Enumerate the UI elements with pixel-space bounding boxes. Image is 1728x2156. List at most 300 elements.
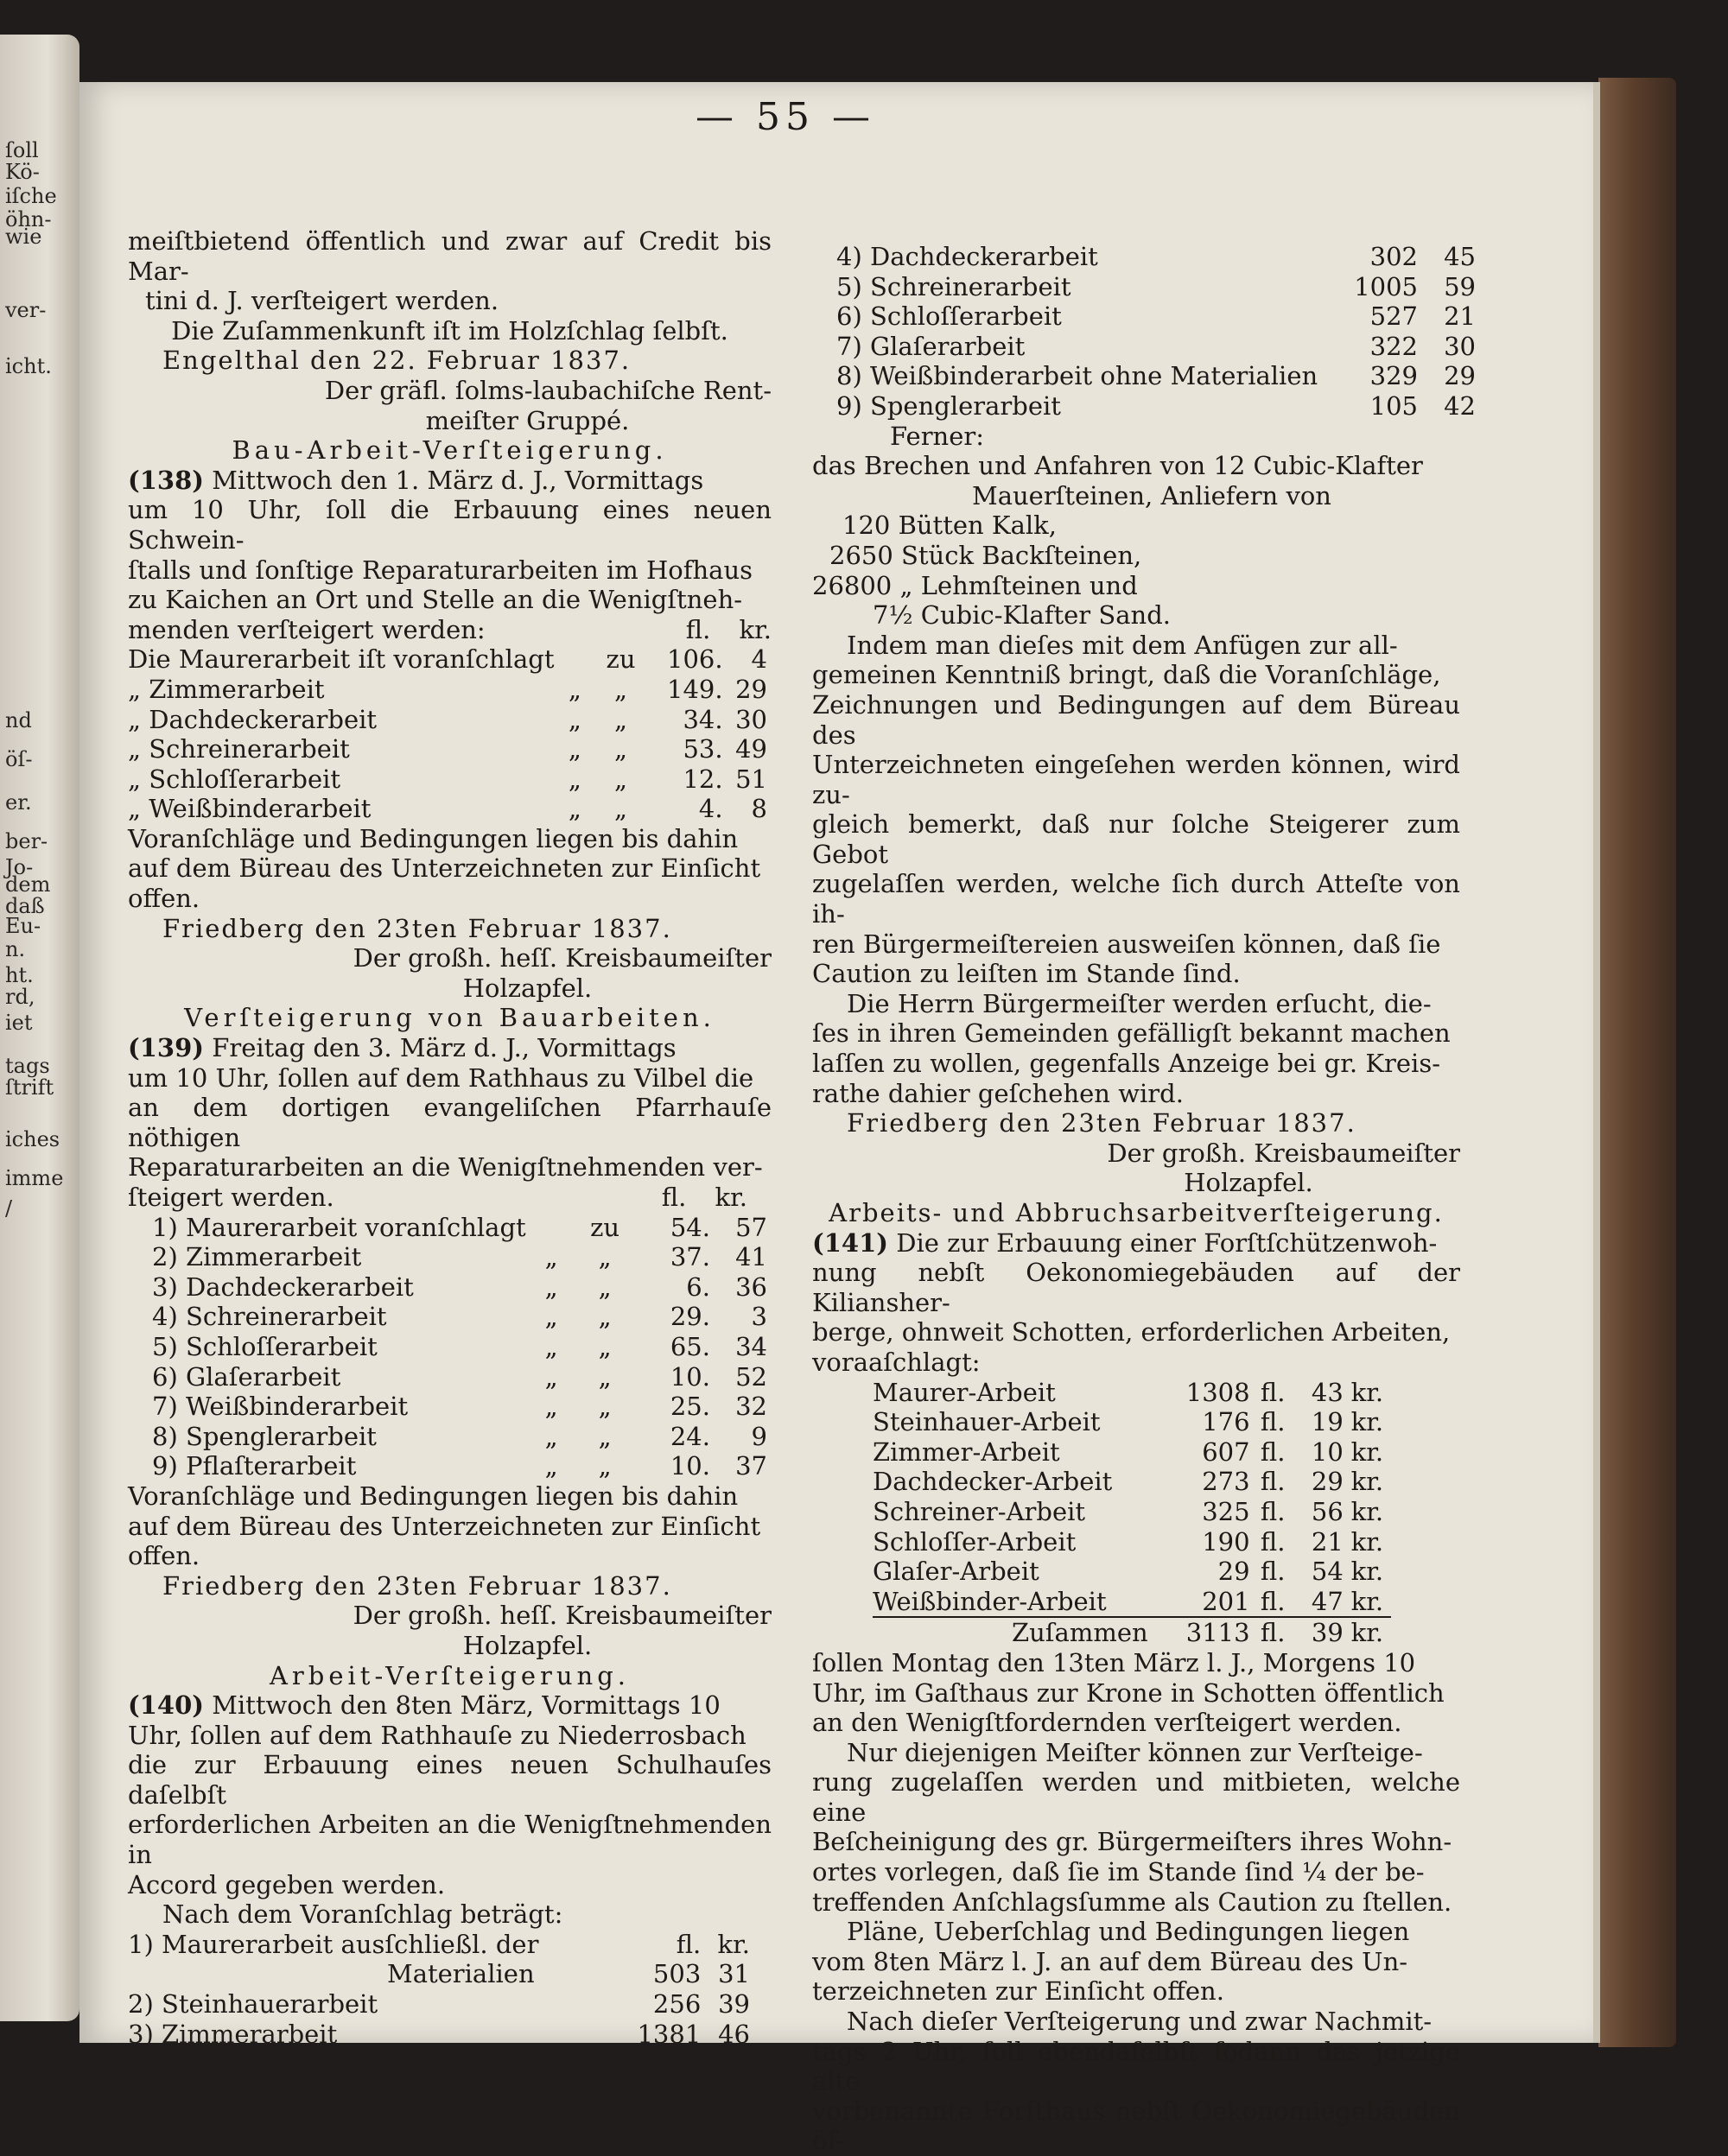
cost-table-141 — [873, 1378, 1391, 1648]
cost-row-cell: „ — [598, 1242, 612, 1272]
text-line: Mauerſteinen, Anliefern von — [972, 480, 1331, 510]
cost-row — [128, 1930, 750, 1960]
cost-row-cell: 53. — [683, 734, 723, 764]
previous-page-fragment: imme — [5, 1166, 64, 1190]
text-line: gleich bemerkt, daß nur ſolche Steigerer zum Gebot — [812, 809, 1460, 869]
cost-row-cell: fl. — [1260, 1436, 1286, 1467]
cost-row-cell: 9) Pflaſterarbeit — [152, 1451, 357, 1481]
cost-row-cell: 9) Spenglerarbeit — [836, 390, 1061, 421]
text-line: um 10 Uhr, ſollen auf dem Rathhaus zu Vilbel die — [128, 1062, 754, 1093]
cost-row-cell: 2) Zimmerarbeit — [152, 1242, 362, 1272]
cost-row-cell: 2) Steinhauerarbeit — [128, 1989, 378, 2020]
text-line: an den Wenigſtfordernden verſteigert werden. — [812, 1708, 1402, 1738]
cost-row-cell: Glaſer-Arbeit — [873, 1557, 1039, 1587]
currency-kr: kr. — [739, 614, 772, 644]
text-line: ſtalls und ſonſtige Reparaturarbeiten im Hofhaus — [128, 555, 753, 585]
cost-row-cell: 503 — [652, 1959, 702, 1989]
right-column — [812, 242, 1476, 2156]
previous-page-fragment: wie — [5, 225, 42, 249]
cost-row-cell: 59 — [1444, 271, 1476, 301]
cost-row-cell: 37 — [735, 1451, 767, 1481]
cost-row-cell: 57 — [735, 1212, 767, 1242]
currency-kr: kr. — [715, 1183, 747, 1212]
cost-row-cell: 527 — [1369, 301, 1418, 332]
cost-row-cell: 8) Weißbinderarbeit ohne Materialien — [836, 361, 1318, 391]
text-line: vorbenannte Forſthaus nebſt Oekonomiegebäuden öf- — [812, 2096, 1460, 2156]
cost-row-cell: kr. — [1350, 1377, 1384, 1407]
cost-row-cell: 9 — [751, 1421, 767, 1451]
cost-row-cell: „ Schloſſerarbeit — [128, 764, 341, 794]
sum-cell: Zuſammen — [873, 1617, 1148, 1648]
cost-row-cell: 5) Schreinerarbeit — [836, 271, 1071, 301]
previous-page-fragment: tags — [5, 1054, 50, 1078]
cost-row-cell: „ — [598, 1451, 612, 1481]
text-line: erforderlichen Arbeiten an die Wenigſtnehmenden in — [128, 1810, 772, 1870]
text-line: an dem dortigen evangeliſchen Pfarrhauſe nöthigen — [128, 1093, 772, 1152]
signature-name: meiſter Gruppé. — [425, 405, 630, 435]
cost-row-cell: 56 — [1311, 1496, 1344, 1526]
cost-row-cell: 329 — [1369, 361, 1418, 391]
cost-row — [128, 2020, 750, 2050]
previous-page-fragment: ht. — [5, 963, 34, 987]
signature-line: Der großh. heſſ. Kreisbaumeiſter — [353, 1601, 772, 1631]
dateline: Friedberg den 23ten Februar 1837. — [162, 913, 672, 943]
text-line: rathe dahier geſchehen wird. — [812, 1078, 1184, 1108]
cost-row — [128, 644, 767, 675]
cost-row-cell: fl. — [676, 1929, 702, 1959]
notice-number: (141) — [812, 1227, 888, 1258]
previous-page-fragment: Jo- — [5, 855, 34, 879]
cost-row-cell: zu — [606, 644, 636, 675]
previous-page-fragment: er. — [5, 790, 32, 815]
notice-text: Freitag den 3. März d. J., Vormittags — [212, 1033, 677, 1063]
cost-row-cell: 302 — [1369, 242, 1418, 271]
text-line: rung zugelaſſen werden und mitbieten, welche eine — [812, 1767, 1460, 1827]
text-line: menden verſteigert werden: fl. kr. — [128, 614, 772, 644]
previous-page-fragment: Eu- — [5, 914, 41, 938]
cost-row-cell: fl. — [1260, 1496, 1286, 1526]
cost-row-cell: „ — [544, 1451, 558, 1481]
cost-row-cell: „ Schreinerarbeit — [128, 734, 350, 764]
cost-row-cell: 6. — [686, 1271, 710, 1302]
cost-row-cell: „ — [568, 734, 581, 764]
cost-row-cell: „ — [568, 794, 581, 824]
text-line: laſſen zu wollen, gegenfalls Anzeige bei gr. Kreis- — [812, 1049, 1440, 1079]
text-line: treffenden Anſchlagsſumme als Caution zu ſtellen. — [812, 1886, 1452, 1917]
previous-page-fragment: n. — [5, 937, 26, 961]
cost-row-cell: Dachdecker-Arbeit — [873, 1467, 1113, 1497]
cost-row-cell: „ — [544, 1361, 558, 1392]
text-line: tini d. J. verſteigert werden. — [145, 286, 499, 316]
cost-row-cell: 24. — [670, 1421, 710, 1451]
text-line: ſes in ihren Gemeinden gefälligſt bekannt machen — [812, 1018, 1451, 1049]
cost-row-cell: „ — [614, 764, 628, 794]
dateline: Engelthal den 22. Februar 1837. — [162, 346, 632, 376]
text-line: Uhr, im Gaſthaus zur Krone in Schotten öffentlich — [812, 1677, 1445, 1708]
cost-row-cell: „ — [598, 1392, 612, 1422]
cost-row-cell: 201 — [1202, 1586, 1250, 1616]
previous-page-fragment: ver- — [5, 298, 47, 322]
text-line: ſteigert werden. fl. kr. — [128, 1183, 747, 1212]
cost-row-cell: „ — [598, 1421, 612, 1451]
cost-row-cell: „ — [614, 794, 628, 824]
cost-row-cell: kr. — [1350, 1557, 1384, 1587]
cost-row — [873, 1378, 1391, 1408]
previous-page-fragment: nd — [5, 708, 32, 732]
cost-row-cell: 10. — [670, 1361, 710, 1392]
cost-row-cell: 1381 — [637, 2019, 702, 2049]
text-line: Nur diejenigen Meiſter können zur Verſteige- — [847, 1737, 1423, 1767]
text-line: Indem man dieſes mit dem Anfügen zur all- — [847, 630, 1398, 660]
cost-row-cell: 34 — [735, 1331, 767, 1361]
text-line: tags 2 Uhr, ſoll ebendaſelbſt ſodann das jetzige alte — [812, 2036, 1460, 2096]
cost-row-cell: „ — [614, 704, 628, 734]
cost-row-cell: Materialien — [387, 1959, 535, 1989]
cost-row-cell: „ — [598, 1361, 612, 1392]
cost-row-cell: kr. — [1350, 1436, 1384, 1467]
notice-line — [128, 466, 772, 496]
cost-row-cell: „ — [544, 1242, 558, 1272]
cost-row-cell: „ — [598, 1302, 612, 1332]
signature-name: Holzapfel. — [1184, 1168, 1313, 1198]
cost-row-cell: 37. — [670, 1242, 710, 1272]
sum-cell: fl. — [1250, 1617, 1296, 1648]
text-line: offen. — [128, 884, 200, 914]
cost-row-cell: Weißbinder-Arbeit — [873, 1586, 1107, 1616]
book-spine — [1598, 78, 1676, 2047]
notice-line — [128, 1690, 772, 1721]
cost-row-cell: „ — [544, 1331, 558, 1361]
cost-row-cell: 322 — [1369, 331, 1418, 361]
cost-row-cell: fl. — [1260, 1377, 1286, 1407]
text-line: Uhr, ſollen auf dem Rathhauſe zu Niederrosbach — [128, 1720, 746, 1750]
notice-line — [128, 1033, 772, 1063]
text-line: voraaſchlagt: — [812, 1347, 981, 1377]
cost-row — [873, 1527, 1391, 1557]
text-line: Voranſchläge und Bedingungen liegen bis dahin — [128, 1481, 739, 1511]
cost-row-cell: kr. — [1350, 1407, 1384, 1437]
dateline: Friedberg den 23ten Februar 1837. — [847, 1108, 1356, 1138]
previous-page-fragment: öhn- — [5, 207, 52, 231]
text-line: Pläne, Ueberſchlag und Bedingungen liegen — [847, 1917, 1410, 1947]
cost-row-cell: 5) Schloſſerarbeit — [152, 1331, 378, 1361]
cost-row-cell: Steinhauer-Arbeit — [873, 1407, 1101, 1437]
cost-row — [152, 1302, 767, 1332]
previous-page-fragment: dem — [5, 872, 51, 897]
text-line: ortes vorlegen, daß ſie im Stande ſind ¼ der be- — [812, 1857, 1425, 1887]
text-line: um 10 Uhr, ſoll die Erbauung eines neuen Schwein- — [128, 495, 772, 555]
cost-row-cell: 31 — [718, 1959, 750, 1989]
sum-cell: kr. — [1344, 1617, 1391, 1648]
text-line: Die Herrn Bürgermeiſter werden erſucht, die- — [847, 988, 1432, 1018]
cost-row-cell: 45 — [1444, 242, 1476, 271]
cost-row-cell: fl. — [1260, 1526, 1286, 1557]
signature-name: Holzapfel. — [462, 973, 593, 1003]
cost-row-cell: zu — [590, 1212, 620, 1242]
cost-row-cell: 34. — [683, 704, 723, 734]
notice-number: (139) — [128, 1033, 204, 1063]
cost-row — [836, 361, 1476, 391]
section-heading: Arbeits- und Abbruchsarbeitverſteigerung. — [829, 1198, 1444, 1227]
cost-row — [836, 391, 1476, 422]
cost-row-cell: 49 — [735, 734, 767, 764]
cost-row-cell: 7) Weißbinderarbeit — [152, 1392, 409, 1422]
cost-row — [836, 301, 1476, 332]
text-line: terzeichneten zur Einſicht offen. — [812, 1976, 1224, 2007]
cost-row — [128, 764, 767, 795]
cost-row-cell: fl. — [1260, 1586, 1286, 1616]
currency-fl: fl. — [685, 614, 711, 644]
cost-table-139 — [152, 1213, 767, 1481]
notice-text: Die zur Erbauung einer Forſtſchützenwoh- — [896, 1227, 1438, 1258]
cost-row — [128, 794, 767, 824]
currency-fl: fl. — [661, 1183, 687, 1212]
notice-text: Mittwoch den 1. März d. J., Vormittags — [212, 465, 704, 495]
cost-row-cell: 29 — [1217, 1557, 1250, 1587]
cost-row-cell: 29. — [670, 1302, 710, 1332]
cost-row-cell: 46 — [718, 2019, 750, 2049]
sum-cell: 39 — [1296, 1617, 1344, 1648]
text-line: auf dem Büreau des Unterzeichneten zur Einſicht — [128, 853, 761, 884]
cost-row — [873, 1467, 1391, 1497]
cost-row — [836, 332, 1476, 362]
cost-row-cell: 3) Zimmerarbeit — [128, 2019, 338, 2049]
meeting-note: Die Zuſammenkunft iſt im Holzſchlag ſelbſt. — [171, 315, 728, 346]
text-line: vom 8ten März l. J. an auf dem Büreau des Un- — [812, 1946, 1408, 1976]
cost-row-cell: 21 — [1444, 301, 1476, 332]
cost-row-cell: „ Weißbinderarbeit — [128, 794, 372, 824]
text-line: Nach dem Voranſchlag beträgt: — [162, 1899, 563, 1930]
text-line: meiſtbietend öffentlich und zwar auf Credit bis Mar- — [128, 226, 772, 286]
cost-row-cell: fl. — [1260, 1557, 1286, 1587]
cost-row-cell: „ — [544, 1302, 558, 1332]
cost-row-cell: 149. — [667, 674, 723, 704]
cost-row-cell: 42 — [1444, 390, 1476, 421]
cost-row-cell: Zimmer-Arbeit — [873, 1436, 1060, 1467]
notice-text: Mittwoch den 8ten März, Vormittags 10 — [212, 1690, 721, 1721]
cost-row — [152, 1451, 767, 1481]
cost-row-cell: 607 — [1202, 1436, 1250, 1467]
cost-row-cell: 7) Glaſerarbeit — [836, 331, 1026, 361]
cost-row-cell: „ — [568, 674, 581, 704]
cost-row-cell: 19 — [1311, 1407, 1344, 1437]
text-line: das Brechen und Anfahren von 12 Cubic-Klafter — [812, 451, 1423, 481]
cost-row-cell: 54. — [670, 1212, 710, 1242]
signature-line: Der großh. heſſ. Kreisbaumeiſter — [353, 943, 772, 973]
previous-page-fragment: Kö- — [5, 160, 40, 184]
previous-page-fragment: icht. — [5, 354, 52, 378]
cost-table-140-cont — [836, 242, 1476, 422]
cost-row — [873, 1557, 1391, 1587]
previous-page-fragment: ſoll — [5, 138, 39, 162]
notice-line — [812, 1228, 1460, 1259]
text-line: Nach dieſer Verſteigerung und zwar Nachmit- — [847, 2007, 1433, 2037]
cost-row-cell: 190 — [1202, 1526, 1250, 1557]
previous-page-fragment: iches — [5, 1127, 60, 1151]
cost-row-cell: 25. — [670, 1392, 710, 1422]
text-line: zugelaſſen werden, welche ſich durch Atteſte von ih- — [812, 869, 1460, 929]
cost-row-cell: 3) Dachdeckerarbeit — [152, 1271, 414, 1302]
cost-row-cell: 6) Glaſerarbeit — [152, 1361, 341, 1392]
cost-row-cell: kr. — [1350, 1467, 1384, 1497]
cost-row — [128, 675, 767, 705]
cost-row-cell: 176 — [1202, 1407, 1250, 1437]
cost-row-cell: 4) Schreinerarbeit — [152, 1302, 387, 1332]
cost-row-cell: 4) Dachdeckerarbeit — [836, 242, 1098, 271]
text-line: Unterzeichneten eingeſehen werden können, wird zu- — [812, 750, 1460, 809]
cost-row — [152, 1422, 767, 1452]
cost-row-cell: „ Dachdeckerarbeit — [128, 704, 378, 734]
page-number: — 55 — — [696, 95, 875, 139]
cost-row-cell: 29 — [735, 674, 767, 704]
cost-row — [152, 1242, 767, 1272]
cost-row-cell: 29 — [1444, 361, 1476, 391]
previous-page-fragment: ſtrift — [5, 1075, 54, 1100]
previous-page-edge — [0, 35, 79, 2021]
cost-row-cell: kr. — [1350, 1526, 1384, 1557]
cost-row — [836, 242, 1476, 272]
cost-row-cell: 8) Spenglerarbeit — [152, 1421, 377, 1451]
material-line: 7½ Cubic-Klafter Sand. — [873, 600, 1171, 631]
previous-page-fragment: daß — [5, 894, 45, 918]
cost-row-cell: Maurer-Arbeit — [873, 1377, 1056, 1407]
cost-row-cell: 256 — [652, 1989, 702, 2020]
cost-row-cell: „ — [544, 1421, 558, 1451]
text-line: berge, ohnweit Schotten, erforderlichen Arbeiten, — [812, 1317, 1451, 1348]
cost-row — [152, 1392, 767, 1422]
section-heading: Bau-Arbeit-Verſteigerung. — [232, 435, 668, 466]
cost-row-cell: 273 — [1202, 1467, 1250, 1497]
cost-row-cell: 21 — [1311, 1526, 1344, 1557]
text-line: ren Bürgermeiſtereien ausweiſen können, daß ſie — [812, 929, 1441, 959]
cost-row-cell: kr. — [1350, 1586, 1384, 1616]
cost-row-cell: 1) Maurerarbeit voranſchlagt — [152, 1212, 526, 1242]
cost-row-cell: kr. — [717, 1929, 750, 1959]
cost-row-cell: 39 — [718, 1989, 750, 2020]
text-line: nung nebſt Oekonomiegebäuden auf der Kiliansher- — [812, 1258, 1460, 1317]
previous-page-fragment: / — [5, 1196, 13, 1221]
signature-line: Der großh. Kreisbaumeiſter — [1107, 1138, 1460, 1168]
text-line: Voranſchläge und Bedingungen liegen bis dahin — [128, 823, 739, 853]
cost-row-cell: „ — [544, 1392, 558, 1422]
cost-row-cell: 6) Schloſſerarbeit — [836, 301, 1062, 332]
sum-cell: 3113 — [1148, 1617, 1250, 1648]
text-line: die zur Erbauung eines neuen Schulhauſes daſelbſt — [128, 1750, 772, 1810]
previous-page-fragment: iſche — [5, 184, 57, 208]
cost-row-cell: 1) Maurerarbeit ausſchließl. der — [128, 1929, 539, 1959]
cost-row-cell: 4 — [751, 644, 767, 675]
cost-row — [128, 1989, 750, 2020]
cost-row — [873, 1497, 1391, 1527]
previous-page-fragment: rd, — [5, 985, 35, 1009]
cost-row — [152, 1332, 767, 1362]
cost-row-cell: 8 — [751, 794, 767, 824]
text-line: offen. — [128, 1541, 200, 1571]
cost-row-cell: kr. — [1350, 1496, 1384, 1526]
cost-row-cell: 106. — [667, 644, 723, 675]
cost-row-cell: „ — [614, 674, 628, 704]
cost-row-cell: 10 — [1311, 1436, 1344, 1467]
previous-page-fragment: ber- — [5, 829, 48, 853]
cost-row-cell: „ — [598, 1331, 612, 1361]
cost-row-cell: 30 — [1444, 331, 1476, 361]
text-line: Reparaturarbeiten an die Wenigſtnehmenden ver- — [128, 1152, 763, 1183]
previous-page-fragment: öſ- — [5, 747, 33, 771]
cost-row-cell: 3 — [751, 1302, 767, 1332]
cost-row — [128, 705, 767, 735]
cost-row-cell: 43 — [1311, 1377, 1344, 1407]
cost-row-cell: 29 — [1311, 1467, 1344, 1497]
notice-number: (138) — [128, 465, 204, 495]
cost-row — [128, 1959, 750, 1989]
cost-row-cell: „ — [568, 704, 581, 734]
cost-row-cell: „ — [614, 734, 628, 764]
text-line: ſollen Montag den 13ten März l. J., Morgens 10 — [812, 1647, 1416, 1677]
cost-row-cell: 65. — [670, 1331, 710, 1361]
cost-row-cell — [554, 644, 595, 675]
cost-row-cell: 1308 — [1185, 1377, 1250, 1407]
cost-row-cell: 10. — [670, 1451, 710, 1481]
cost-table-138 — [128, 644, 767, 824]
cost-row — [152, 1362, 767, 1392]
cost-row — [873, 1407, 1391, 1437]
cost-row-cell: 1005 — [1354, 271, 1418, 301]
text-line: Caution zu leiſten im Stande ſind. — [812, 959, 1241, 989]
left-column — [128, 226, 772, 2049]
text-line: Accord gegeben werden. — [128, 1869, 446, 1899]
cost-row-cell: 52 — [735, 1361, 767, 1392]
material-line: 120 Bütten Kalk, — [842, 510, 1057, 541]
cost-row — [873, 1437, 1391, 1468]
cost-row-cell: 30 — [735, 704, 767, 734]
text-line: Ferner: — [890, 421, 985, 451]
cost-row-cell: 36 — [735, 1271, 767, 1302]
cost-row-cell: 51 — [735, 764, 767, 794]
cost-row — [152, 1272, 767, 1303]
dateline: Friedberg den 23ten Februar 1837. — [162, 1570, 672, 1601]
cost-row-cell: fl. — [1260, 1467, 1286, 1497]
previous-page-fragment: iet — [5, 1011, 33, 1035]
cost-row-cell: „ Zimmerarbeit — [128, 674, 325, 704]
cost-table-140 — [128, 1930, 750, 2049]
cost-row-cell: 325 — [1202, 1496, 1250, 1526]
cost-row — [836, 272, 1476, 302]
cost-row-cell: „ — [544, 1271, 558, 1302]
notice-number: (140) — [128, 1690, 204, 1721]
signature-name: Holzapfel. — [462, 1630, 593, 1660]
cost-row — [152, 1213, 767, 1243]
cost-row-cell: 105 — [1369, 390, 1418, 421]
cost-row-cell: Schreiner-Arbeit — [873, 1496, 1086, 1526]
cost-row-cell: 54 — [1311, 1557, 1344, 1587]
cost-row — [873, 1587, 1391, 1618]
cost-row-cell: 4. — [698, 794, 723, 824]
cost-row-cell: Die Maurerarbeit iſt voranſchlagt — [128, 644, 555, 675]
section-heading: Arbeit-Verſteigerung. — [269, 1660, 630, 1690]
cost-row-cell: Schloſſer-Arbeit — [873, 1526, 1077, 1557]
cost-row-cell: 12. — [683, 764, 723, 794]
material-line: 26800 „ Lehmſteinen und — [812, 570, 1138, 600]
cost-row-cell: 32 — [735, 1392, 767, 1422]
cost-row-cell: 47 — [1311, 1586, 1344, 1616]
sum-row — [873, 1617, 1391, 1648]
cost-row — [128, 734, 767, 764]
material-line: 2650 Stück Backſteinen, — [829, 540, 1142, 570]
text-line: Beſcheinigung des gr. Bürgermeiſters ihres Wohn- — [812, 1827, 1452, 1857]
cost-row-cell: 41 — [735, 1242, 767, 1272]
text-line: gemeinen Kenntniß bringt, daß die Voranſchläge, — [812, 660, 1441, 690]
text-line: zu Kaichen an Ort und Stelle an die Wenigſtneh- — [128, 585, 743, 615]
